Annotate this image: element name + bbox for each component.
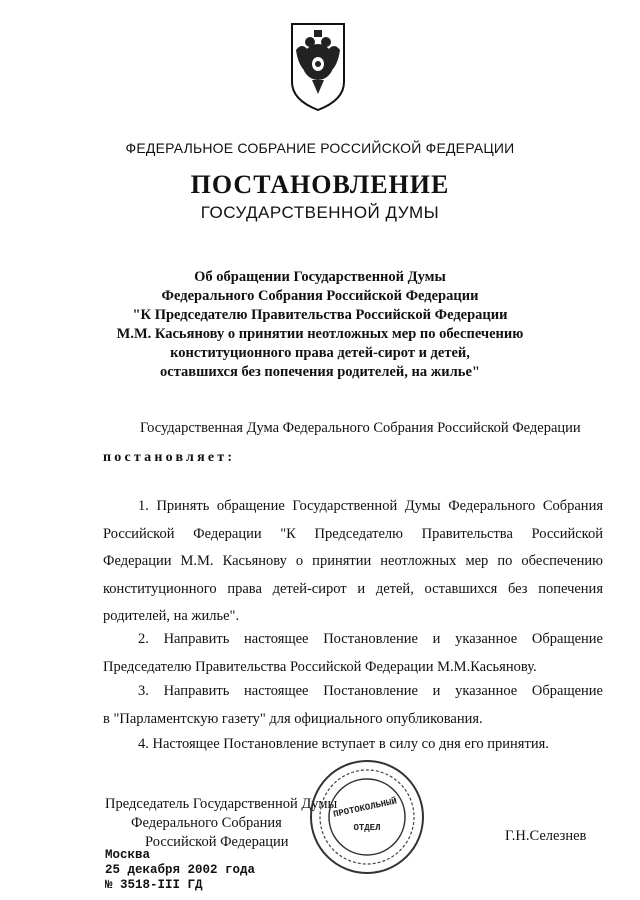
footer-date: 25 декабря 2002 года	[105, 863, 256, 877]
signatory-position	[105, 795, 337, 852]
footer-number: № 3518-III ГД	[105, 878, 203, 892]
decree-word: постановляет:	[103, 450, 236, 465]
subject-line: оставшихся без попечения родителей, на жилье"	[160, 364, 480, 380]
paragraph-line: Российской Федерации "К Председателю Правительства Российской	[103, 525, 603, 542]
stamp-center-top: ПРОТОКОЛЬНЫЙ	[332, 796, 398, 820]
paragraph-2	[103, 626, 603, 681]
paragraph-line: Председателю Правительства Российской Федерации М.М.Касьянову.	[103, 658, 537, 675]
paragraph-1	[103, 493, 603, 631]
footer-city: Москва	[105, 848, 151, 862]
document-subject	[0, 268, 640, 382]
paragraph-line: Федерации М.М. Касьянову о принятии неотложных мер по обеспечению	[103, 553, 603, 569]
paragraph-4	[103, 731, 603, 759]
coat-of-arms-emblem	[288, 20, 348, 112]
document-subtitle: ГОСУДАРСТВЕННОЙ ДУМЫ	[200, 203, 440, 222]
paragraph-line: 1. Принять обращение Государственной Думы Федерального Собрания	[138, 498, 603, 514]
subject-line: Федерального Собрания Российской Федерации	[161, 288, 479, 304]
paragraph-line: в "Парламентскую газету" для официального опубликования.	[103, 710, 483, 727]
document-footer	[105, 848, 255, 893]
subject-line: М.М. Касьянову о принятии неотложных мер по обеспечению	[116, 326, 524, 342]
paragraph-line: конституционного права детей-сирот и детей, оставшихся без попечения	[103, 580, 603, 597]
intro-text: Государственная Дума Федерального Собрания Российской Федерации	[140, 420, 581, 436]
stamp-center-bottom: ОТДЕЛ	[353, 823, 381, 833]
subject-line: "К Председателю Правительства Российской Федерации	[132, 307, 508, 323]
signatory-name: Г.Н.Селезнев	[505, 828, 587, 844]
paragraph-line: 4. Настоящее Постановление вступает в силу со дня его принятия.	[138, 736, 549, 752]
paragraph-line: 2. Направить настоящее Постановление и указанное Обращение	[138, 631, 603, 647]
official-stamp	[308, 758, 426, 876]
paragraph-3	[103, 678, 603, 733]
subject-line: Об обращении Государственной Думы	[194, 269, 446, 285]
position-line: Федерального Собрания	[131, 815, 282, 831]
document-title: ПОСТАНОВЛЕНИЕ	[190, 170, 450, 199]
position-line: Председатель Государственной Думы	[105, 796, 338, 812]
position-line: Российской Федерации	[145, 834, 289, 850]
subject-line: конституционного права детей-сирот и детей,	[170, 345, 470, 361]
assembly-header: ФЕДЕРАЛЬНОЕ СОБРАНИЕ РОССИЙСКОЙ ФЕДЕРАЦИИ	[125, 140, 515, 156]
paragraph-line: 3. Направить настоящее Постановление и указанное Обращение	[138, 683, 603, 699]
paragraph-line: родителей, на жилье".	[103, 608, 240, 624]
